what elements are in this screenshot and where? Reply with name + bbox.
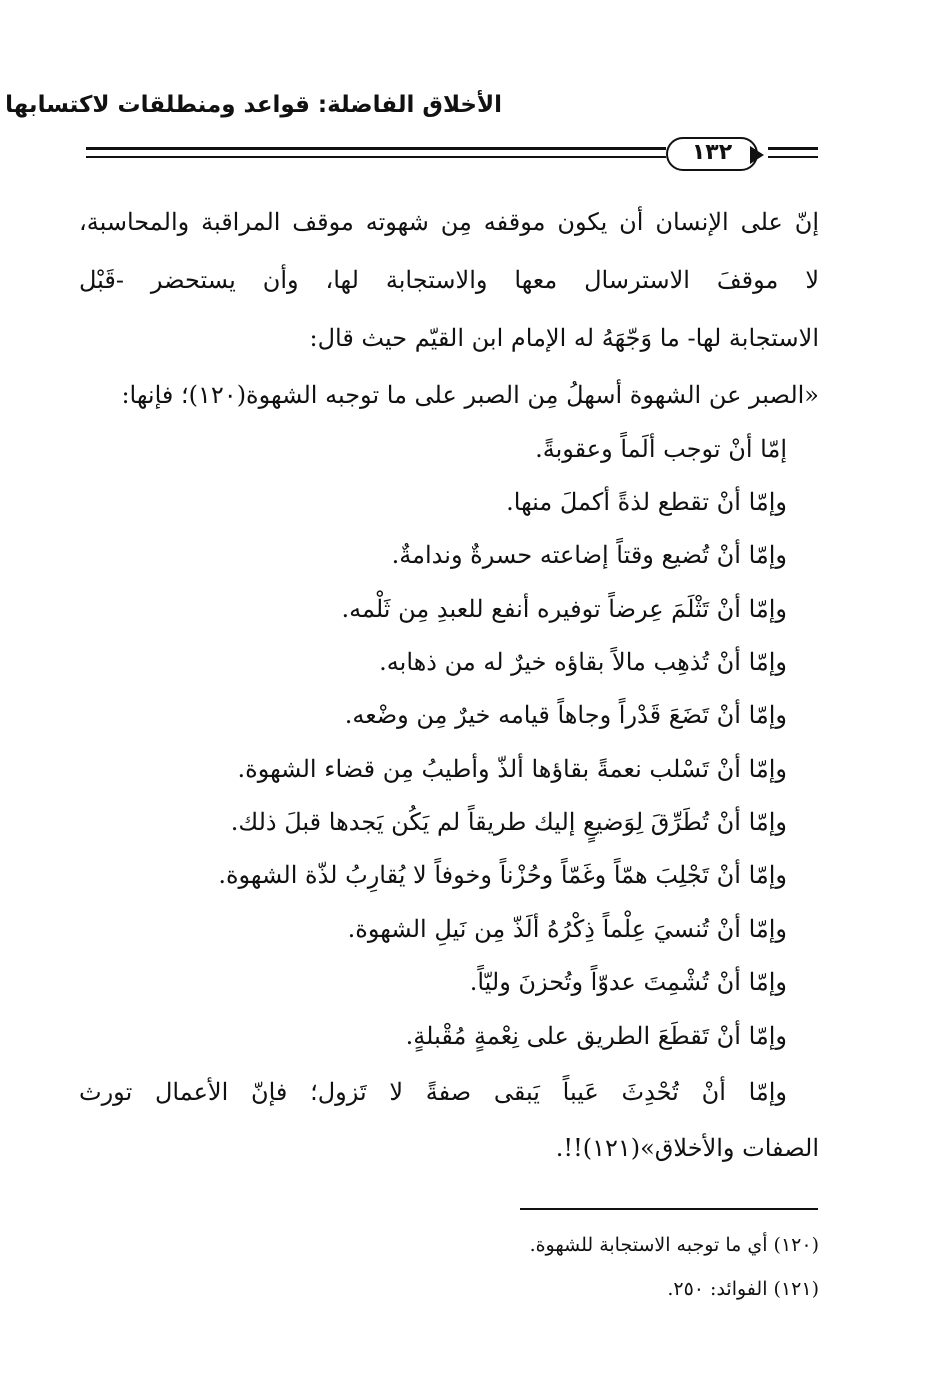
list-item: وإمّا أنْ تَضَعَ قَدْراً وجاهاً قيامه خيرٌ مِن وضْعه. [344, 701, 787, 729]
list-item: إمّا أنْ توجب ألَماً وعقوبةً. [535, 435, 787, 463]
list-item: وإمّا أنْ تقطع لذةً أكملَ منها. [506, 488, 787, 516]
list-item: وإمّا أنْ تَجْلِبَ همّاً وغَمّاً وحُزْناً وخوفاً لا يُقارِبُ لذّة الشهوة. [218, 861, 787, 889]
header-rule-right-top [768, 147, 818, 150]
running-header-title: الأخلاق الفاضلة: قواعد ومنطلقات لاكتسابها [5, 92, 502, 118]
list-item: وإمّا أنْ تُذهِب مالاً بقاؤه خيرٌ له من ذهابه. [379, 648, 787, 676]
page-number-arrow [750, 146, 764, 164]
list-item: وإمّا أنْ تَقطَعَ الطريق على نِعْمةٍ مُقْبلةٍ. [405, 1022, 787, 1050]
list-item: وإمّا أنْ تَسْلب نعمةً بقاؤها ألذّ وأطيبُ مِن قضاء الشهوة. [237, 755, 787, 783]
list-item: وإمّا أنْ تَثْلَمَ عِرضاً توفيره أنفع للعبدِ مِن ثَلْمه. [341, 595, 787, 623]
closing-line: الصفات والأخلاق»(١٢١)!!. [555, 1134, 819, 1162]
footnote-separator [520, 1208, 818, 1210]
header-rule-left-bottom [86, 156, 666, 158]
page-number-badge: ١٣٢ [666, 137, 758, 171]
closing-line: وإمّا أنْ تُحْدِثَ عَيباً يَبقى صفةً لا تَزول؛ فإنّ الأعمال تورث [79, 1078, 787, 1106]
header-rule-left-top [86, 147, 666, 150]
list-item: وإمّا أنْ تُضيع وقتاً إضاعته حسرةٌ وندامةٌ. [391, 541, 787, 569]
list-item: وإمّا أنْ تُشْمِتَ عدوّاً وتُحزنَ وليّاً. [469, 968, 787, 996]
list-item: وإمّا أنْ تُنسيَ عِلْماً ذِكْرُهُ ألَذّ مِن نَيلِ الشهوة. [347, 915, 787, 943]
list-item: وإمّا أنْ تُطَرِّقَ لِوَضيعٍ إليك طريقاً لم يَكُن يَجدها قبلَ ذلك. [230, 808, 787, 836]
header-rule-right-bottom [768, 156, 818, 158]
paragraph-line: الاستجابة لها- ما وَجّهَهُ له الإمام ابن القيّم حيث قال: [309, 324, 819, 352]
footnote: (١٢٠) أي ما توجبه الاستجابة للشهوة. [529, 1234, 819, 1256]
paragraph-line: إنّ على الإنسان أن يكون موقفه مِن شهوته موقف المراقبة والمحاسبة، [79, 208, 819, 236]
footnote: (١٢١) الفوائد: ٢٥٠. [667, 1278, 819, 1300]
paragraph-line: لا موقفَ الاسترسال معها والاستجابة لها، وأن يستحضر -قَبْل [79, 266, 819, 294]
quote-opening: «الصبر عن الشهوة أسهلُ مِن الصبر على ما توجبه الشهوة(١٢٠)؛ فإنها: [121, 381, 819, 409]
